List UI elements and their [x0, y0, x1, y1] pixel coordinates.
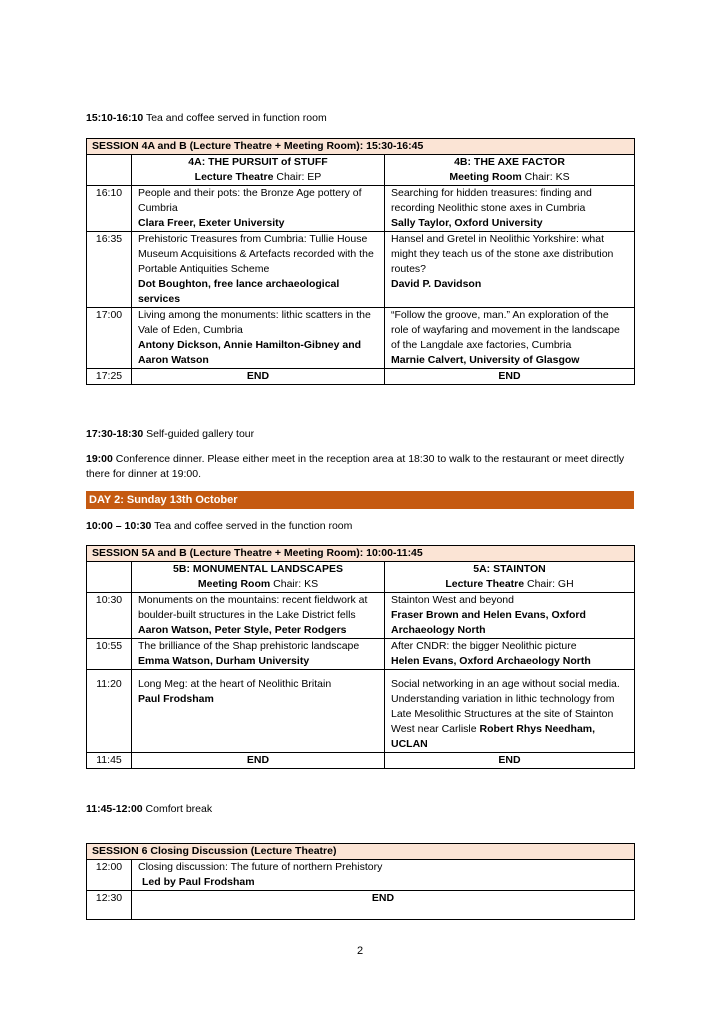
talk-author: Dot Boughton, free lance archaeological services [138, 278, 340, 305]
talk-cell-a [132, 639, 385, 670]
session-5-table [86, 545, 635, 769]
end-time: 17:25 [87, 369, 132, 385]
tea-break-line [86, 111, 327, 126]
talk-cell-b [385, 639, 635, 670]
session-4a-heading [132, 155, 385, 186]
talk-time: 10:30 [87, 593, 132, 639]
talk-author: Marnie Calvert, University of Glasgow [391, 354, 580, 366]
talk-title: Prehistoric Treasures from Cumbria: Tullie House Museum Acquisitions & Artefacts recorded with the Portable Antiquities Scheme [138, 233, 374, 275]
dinner-time: 19:00 [86, 453, 113, 465]
empty-cell [87, 155, 132, 186]
talk-author: Paul Frodsham [138, 693, 214, 705]
tea-break-day2-time: 10:00 – 10:30 [86, 520, 152, 532]
tea-break-day2-text: Tea and coffee served in the function room [151, 520, 353, 532]
tea-break-day2-line [86, 519, 352, 534]
dinner-text: Conference dinner. Please either meet in the reception area at 18:30 to walk to the restaurant or meet directly there for dinner at 19:00. [86, 453, 625, 480]
day-2-banner: DAY 2: Sunday 13th October [86, 491, 634, 509]
talk-author: Helen Evans, Oxford Archaeology North [391, 655, 591, 667]
end-cell-a [132, 753, 385, 769]
talk-title: Social networking in an age without social media. Understanding variation in lithic technology from Late Mesolithic Structures at the site of Stainton West near Carlisle [391, 678, 620, 735]
table-row-end [87, 891, 635, 920]
page-number: 2 [356, 945, 364, 957]
talk-title: Monuments on the mountains: recent fieldwork at boulder-built structures in the Lake District fells [138, 594, 368, 621]
session-4a-chair: Chair: EP [273, 171, 322, 183]
gallery-tour-time: 17:30-18:30 [86, 428, 144, 440]
session-5a-title: 5A: STAINTON [473, 563, 546, 575]
session-4a-room: Lecture Theatre [194, 171, 274, 183]
table-row [87, 593, 635, 639]
session-6-header: SESSION 6 Closing Discussion (Lecture Theatre) [87, 844, 635, 860]
end-label: END [246, 370, 270, 382]
session-5b-title: 5B: MONUMENTAL LANDSCAPES [173, 563, 343, 575]
session-4-table [86, 138, 635, 385]
talk-title: Closing discussion: The future of northern Prehistory [138, 861, 383, 873]
comfort-break-line [86, 802, 212, 817]
talk-author: David P. Davidson [391, 278, 482, 290]
talk-author: Aaron Watson, Peter Style, Peter Rodgers [138, 624, 347, 636]
table-row-end [87, 753, 635, 769]
talk-title: “Follow the groove, man.” An exploration of the role of wayfaring and movement in the landscape of the Langdale axe factories, Cumbria [391, 309, 620, 351]
talk-time: 11:20 [87, 670, 132, 753]
session-5a-room: Lecture Theatre [445, 578, 525, 590]
tea-break-text: Tea and coffee served in function room [143, 112, 327, 124]
talk-title: Living among the monuments: lithic scatters in the Vale of Eden, Cumbria [138, 309, 371, 336]
talk-cell-a [132, 186, 385, 232]
end-cell [132, 891, 635, 920]
dinner-line [86, 452, 634, 482]
comfort-break-time: 11:45-12:00 [86, 803, 143, 815]
session-4-header: SESSION 4A and B (Lecture Theatre + Meeting Room): 15:30-16:45 [87, 139, 635, 155]
empty-cell [87, 562, 132, 593]
gallery-tour-line [86, 427, 254, 442]
talk-title: After CNDR: the bigger Neolithic picture [391, 640, 577, 652]
talk-title: Stainton West and beyond [391, 594, 514, 606]
talk-cell-b [385, 670, 635, 753]
talk-title: The brilliance of the Shap prehistoric landscape [138, 640, 360, 652]
session-4b-heading [385, 155, 635, 186]
table-row [87, 308, 635, 369]
session-5b-chair: Chair: KS [270, 578, 319, 590]
end-cell-b [385, 369, 635, 385]
talk-title: Long Meg: at the heart of Neolithic Britain [138, 678, 332, 690]
end-time: 11:45 [87, 753, 132, 769]
session-6-table [86, 843, 635, 920]
session-4b-chair: Chair: KS [521, 171, 570, 183]
talk-cell-b [385, 593, 635, 639]
end-cell-b [385, 753, 635, 769]
talk-cell-a [132, 308, 385, 369]
talk-time: 16:35 [87, 232, 132, 308]
talk-time: 16:10 [87, 186, 132, 232]
session-5b-room: Meeting Room [197, 578, 271, 590]
end-label: END [371, 892, 395, 904]
talk-time: 10:55 [87, 639, 132, 670]
talk-title: Hansel and Gretel in Neolithic Yorkshire: what might they teach us of the stone axe distribution routes? [391, 233, 614, 275]
end-cell-a [132, 369, 385, 385]
session-4b-title: 4B: THE AXE FACTOR [454, 156, 565, 168]
table-row [87, 860, 635, 891]
table-row [87, 639, 635, 670]
talk-cell-a [132, 593, 385, 639]
talk-author: Sally Taylor, Oxford University [391, 217, 543, 229]
talk-time: 12:00 [87, 860, 132, 891]
session-4a-title: 4A: THE PURSUIT of STUFF [188, 156, 328, 168]
table-row [87, 186, 635, 232]
talk-title: Searching for hidden treasures: finding and recording Neolithic stone axes in Cumbria [391, 187, 592, 214]
end-time: 12:30 [87, 891, 132, 920]
end-label: END [246, 754, 270, 766]
gallery-tour-text: Self-guided gallery tour [143, 428, 255, 440]
talk-title: People and their pots: the Bronze Age pottery of Cumbria [138, 187, 362, 214]
session-5a-heading [385, 562, 635, 593]
session-5b-heading [132, 562, 385, 593]
talk-author: Robert Rhys Needham, UCLAN [391, 723, 596, 750]
session-4b-room: Meeting Room [449, 171, 522, 183]
talk-cell [132, 860, 635, 891]
talk-cell-a [132, 232, 385, 308]
table-row [87, 670, 635, 753]
table-row-end [87, 369, 635, 385]
talk-cell-b [385, 232, 635, 308]
talk-author: Clara Freer, Exeter University [138, 217, 285, 229]
end-label: END [498, 754, 521, 766]
talk-time: 17:00 [87, 308, 132, 369]
session-5a-chair: Chair: GH [524, 578, 574, 590]
talk-author: Antony Dickson, Annie Hamilton-Gibney and Aaron Watson [138, 339, 362, 366]
talk-author: Led by Paul Frodsham [142, 876, 255, 888]
talk-author: Emma Watson, Durham University [138, 655, 310, 667]
talk-author: Fraser Brown and Helen Evans, Oxford Archaeology North [391, 609, 586, 636]
session-5-header: SESSION 5A and B (Lecture Theatre + Meeting Room): 10:00-11:45 [87, 546, 635, 562]
comfort-break-text: Comfort break [142, 803, 213, 815]
talk-cell-b [385, 186, 635, 232]
talk-cell-b [385, 308, 635, 369]
end-label: END [498, 370, 521, 382]
table-row [87, 232, 635, 308]
talk-cell-a [132, 670, 385, 753]
tea-break-time: 15:10-16:10 [86, 112, 144, 124]
